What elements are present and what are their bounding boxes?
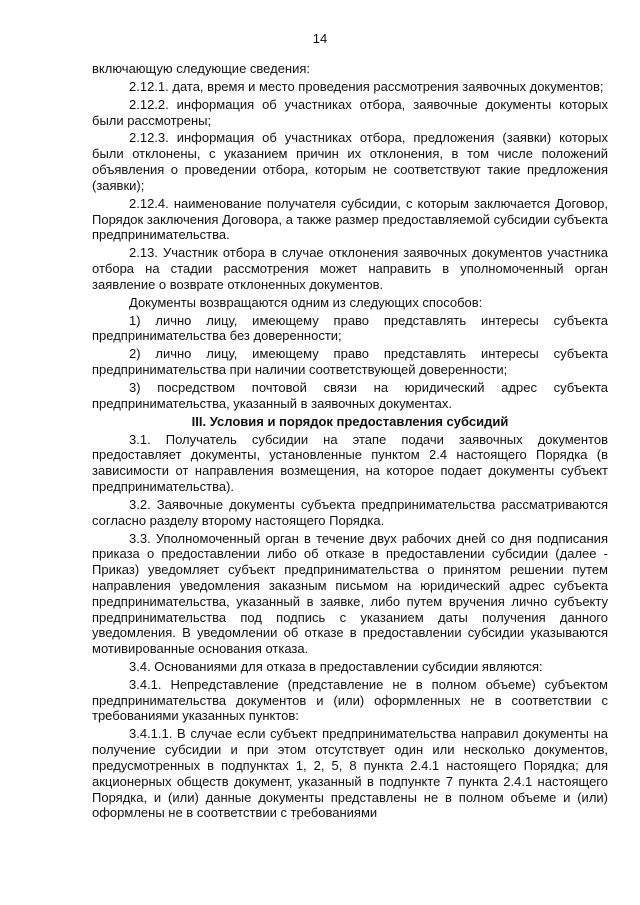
paragraph: 3.3. Уполномоченный орган в течение двух рабочих дней со дня подписания приказа о предоставлении либо об отказе в предоставлении субсидии (далее - Приказ) уведомляет субъект предпринимательства о принятом решении путем направления уведомления заказным письмом на юридический адрес субъекта предпринимательства, указанный в заявке, либо путем вручения лично субъекту предпринимательства под подпись с указанием даты получения данного уведомления. В уведомлении об отказе в предоставлении субсидии указываются мотивированные основания отказа. [92, 530, 608, 657]
paragraph: 2.12.1. дата, время и место проведения рассмотрения заявочных документов; [129, 78, 604, 94]
paragraph: 3.4.1. Непредставление (представление не в полном объеме) субъектом предпринимательства документов и (или) оформленных не в соответствии с требованиями указанных пунктов: [92, 676, 608, 724]
paragraph: 1) лично лицу, имеющему право представлять интересы субъекта предпринимательства без доверенности; [92, 312, 608, 344]
paragraph: 3) посредством почтовой связи на юридический адрес субъекта предпринимательства, указанный в заявочных документах. [92, 379, 608, 411]
paragraph: включающую следующие сведения: [92, 61, 311, 76]
paragraph: 2.12.4. наименование получателя субсидии, с которым заключается Договор, Порядок заключения Договора, а также размер предоставляемой субсидии субъекта предпринимательства. [92, 195, 608, 243]
document-body [92, 61, 608, 823]
paragraph: Документы возвращаются одним из следующих способов: [129, 294, 483, 310]
paragraph: 3.4. Основаниями для отказа в предоставлении субсидии являются: [129, 659, 543, 674]
paragraph: 3.4.1.1. В случае если субъект предпринимательства направил документы на получение субсидии и при этом отсутствует один или несколько документов, предусмотренных в подпунктах 1, 2, 5, 8 пункта 2.4.1 настоящего Порядка; для акционерных обществ документ, указанный в подпункте 7 пункта 2.4.1 настоящего Порядка, и (или) данные документы представлены не в полном объеме и (или) оформлены не в соответствии с требованиями [92, 726, 608, 821]
paragraph: 3.1. Получатель субсидии на этапе подачи заявочных документов предоставляет документы, установленные пунктом 2.4 настоящего Порядка (в зависимости от направления возмещения, на которое подает документы субъект предпринимательства). [92, 431, 608, 494]
paragraph: 2) лично лицу, имеющему право представлять интересы субъекта предпринимательства при наличии соответствующей доверенности; [92, 346, 608, 378]
section-heading: III. Условия и порядок предоставления субсидий [191, 413, 509, 429]
page-number: 14 [312, 31, 328, 46]
paragraph: 2.13. Участник отбора в случае отклонения заявочных документов участника отбора на стадии рассмотрения может направить в уполномоченный орган заявление о возврате отклоненных документов. [92, 245, 608, 292]
paragraph: 2.12.3. информация об участниках отбора, предложения (заявки) которых были отклонены, с указанием причин их отклонения, в том числе положений объявления о проведении отбора, которым не соответствуют такие предложения (заявки); [92, 130, 608, 193]
paragraph: 2.12.2. информация об участниках отбора, заявочные документы которых были рассмотрены; [92, 96, 608, 128]
paragraph: 3.2. Заявочные документы субъекта предпринимательства рассматриваются согласно разделу второму настоящего Порядка. [92, 496, 608, 528]
